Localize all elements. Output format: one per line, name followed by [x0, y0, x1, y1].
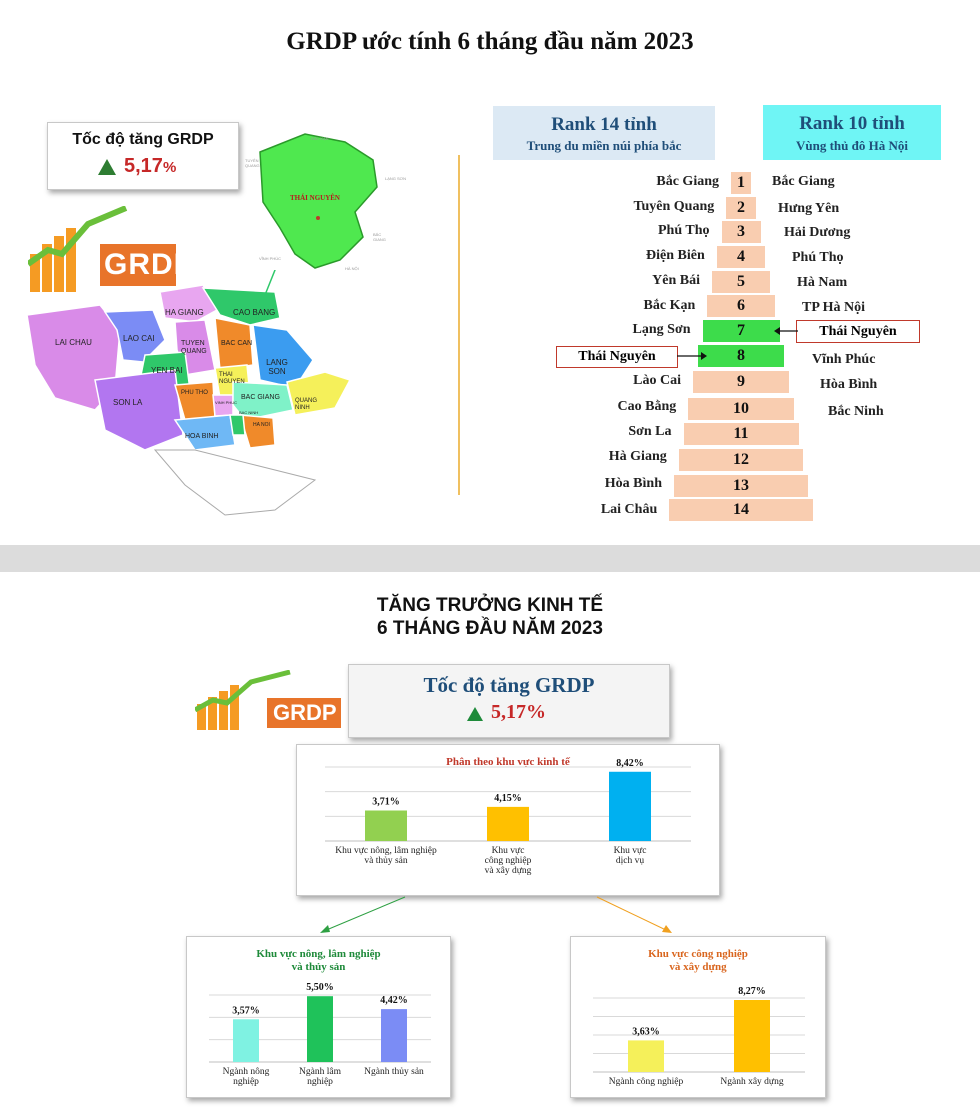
- category-label: Ngành lâm: [299, 1067, 341, 1077]
- map-label-lao-cai: LAO CAI: [123, 334, 155, 343]
- category-label: Ngành thủy sản: [364, 1067, 424, 1077]
- right-province-name: Hưng Yên: [778, 201, 840, 216]
- rank-step: 14: [669, 499, 813, 521]
- grdp-logo-2-text: GRDP: [273, 700, 337, 725]
- map-label-bac-can: BAC CAN: [221, 340, 253, 347]
- growth-rate-value: 5,17%: [124, 155, 177, 177]
- growth-rate-label-2: Tốc độ tăng GRDP: [423, 673, 595, 697]
- category-label: Ngành công nghiệp: [608, 1077, 684, 1087]
- connector-green: [324, 897, 405, 931]
- category-label: và xây dựng: [484, 866, 532, 876]
- map-label-quang-ninh: QUANG NINH: [295, 398, 318, 411]
- rank-step: 5: [712, 271, 770, 293]
- rank-right-subtitle: Vùng thủ đô Hà Nội: [796, 138, 908, 153]
- chart-title: và thủy sản: [291, 961, 346, 973]
- map-label-lai-chau: LAI CHAU: [55, 338, 92, 347]
- inset-neighbor-lang-son: LẠNG SƠN: [385, 176, 406, 181]
- inset-neighbor-bac-kan: BẮC KẠN: [311, 136, 329, 141]
- rank-step: 12: [679, 449, 804, 471]
- rank-step: 13: [674, 475, 808, 497]
- thai-nguyen-right-marker: Thái Nguyên: [796, 320, 920, 343]
- right-province-name: Hà Nam: [797, 275, 848, 290]
- data-label: 3,63%: [632, 1026, 660, 1038]
- rank-step: 4: [717, 246, 766, 268]
- rank-right-title: Rank 10 tỉnh: [799, 113, 905, 134]
- slide-economic-growth: [0, 572, 980, 1118]
- rank-left-title: Rank 14 tỉnh: [551, 114, 657, 135]
- growth-rate-box: [47, 122, 239, 190]
- right-province-name: Phú Thọ: [792, 250, 844, 265]
- category-label: Ngành nông: [222, 1067, 270, 1077]
- data-label: 3,71%: [372, 796, 400, 808]
- left-province-name: Tuyên Quang: [633, 199, 715, 214]
- map-label-ha-noi: HA NOI: [253, 422, 270, 428]
- rank-step: 2: [726, 197, 756, 219]
- left-province-name: Hà Giang: [608, 449, 667, 464]
- chart-title: và xây dựng: [669, 961, 727, 973]
- inset-neighbor-bac-giang: BẮC GIANG: [373, 232, 386, 242]
- left-province-name: Lai Châu: [600, 502, 658, 517]
- rank-left-header: [493, 106, 715, 160]
- map-label-lang-son: LANG SON: [266, 358, 288, 376]
- map-label-hoa-binh: HOA BINH: [185, 433, 219, 440]
- left-province-name: Bắc Giang: [656, 174, 719, 189]
- growth-rate-value-2: 5,17%: [491, 701, 546, 723]
- category-label: Khu vực: [613, 846, 647, 856]
- map-label-vinh-phuc: VINH PHUC: [215, 400, 238, 405]
- chart-title: Phân theo khu vực kinh tế: [446, 756, 570, 768]
- connector-arrows: [0, 572, 980, 1118]
- map-label-son-la: SON LA: [113, 398, 143, 407]
- data-label: 4,42%: [380, 995, 408, 1007]
- left-province-name: Sơn La: [628, 424, 672, 439]
- rank-step: 8: [698, 345, 785, 367]
- category-label: Khu vực: [491, 846, 525, 856]
- inset-neighbor-ha-noi: HÀ NỘI: [345, 266, 359, 271]
- map-label-ha-giang: HA GIANG: [165, 308, 204, 317]
- map-label-tuyen-quang: TUYEN QUANG: [181, 340, 207, 355]
- left-province-name: Lào Cai: [633, 373, 681, 388]
- slide-grdp-ranking: [0, 0, 980, 545]
- map-label-thai-nguyen: THAI NGUYEN: [219, 372, 245, 385]
- slide2-title-line2: 6 THÁNG ĐẦU NĂM 2023: [377, 618, 603, 639]
- inset-neighbor-vinh-phuc: VĨNH PHÚC: [259, 256, 282, 261]
- data-label: 5,50%: [306, 982, 334, 994]
- right-province-name: Hòa Bình: [820, 377, 878, 392]
- category-label: Khu vực nông, lâm nghiệp: [335, 846, 437, 856]
- thai-nguyen-left-marker: Thái Nguyên: [556, 346, 678, 368]
- rank-step: 7: [703, 320, 780, 342]
- map-label-yen-bai: YEN BAI: [151, 366, 183, 375]
- arrow-left-icon: [774, 324, 798, 338]
- rank-step: 3: [722, 221, 761, 243]
- growth-rate-label: Tốc độ tăng GRDP: [72, 131, 214, 148]
- left-province-name: Cao Bằng: [617, 399, 677, 414]
- map-label-bac-giang: BAC GIANG: [241, 394, 280, 401]
- right-province-name: Hải Dương: [784, 225, 851, 240]
- grdp-logo-text: GRDP: [104, 248, 195, 281]
- left-province-name: Phú Thọ: [658, 223, 710, 238]
- chart-title: Khu vực công nghiệp: [648, 948, 748, 960]
- right-province-name: TP Hà Nội: [802, 300, 866, 315]
- north-vietnam-map: [25, 270, 355, 520]
- right-province-name: Bắc Ninh: [828, 404, 884, 419]
- rank-right-header: [763, 105, 941, 160]
- category-label: công nghiệp: [484, 856, 532, 866]
- data-label: 3,57%: [232, 1005, 260, 1017]
- left-province-name: Yên Bái: [652, 273, 700, 288]
- category-label: Ngành xây dựng: [720, 1077, 784, 1087]
- slide1-title: GRDP ước tính 6 tháng đầu năm 2023: [286, 28, 694, 55]
- rank-step: 11: [684, 423, 799, 445]
- left-province-name: Bắc Kạn: [643, 298, 696, 313]
- category-label: dịch vụ: [615, 856, 645, 866]
- data-label: 4,15%: [494, 792, 522, 804]
- data-label: 8,42%: [616, 757, 644, 769]
- divider: [458, 155, 460, 495]
- chart-title: Khu vực nông, lâm nghiệp: [256, 948, 381, 960]
- rank-step: 9: [693, 371, 789, 393]
- left-province-name: Hòa Bình: [604, 476, 662, 491]
- right-province-name: Bắc Giang: [772, 174, 835, 189]
- category-label: nghiệp: [307, 1077, 333, 1087]
- connector-green-head: [320, 925, 330, 933]
- inset-label: THÁI NGUYÊN: [290, 194, 340, 202]
- inset-neighbor-tuyen-quang: TUYÊN QUANG: [245, 158, 260, 168]
- right-province-name: Vĩnh Phúc: [812, 352, 876, 367]
- arrow-right-icon: [677, 349, 707, 363]
- rank-step: 6: [707, 295, 775, 317]
- left-province-name: Lạng Sơn: [632, 322, 691, 337]
- data-label: 8,27%: [738, 986, 766, 998]
- left-province-name: Điện Biên: [646, 248, 705, 263]
- map-label-bac-ninh: BAC NINH: [239, 410, 259, 415]
- thai-nguyen-inset-map: [245, 132, 415, 277]
- map-label-cao-bang: CAO BANG: [233, 308, 276, 317]
- connector-orange: [597, 897, 668, 931]
- category-label: và thủy sản: [364, 856, 408, 866]
- rank-left-subtitle: Trung du miền núi phía bắc: [526, 138, 682, 153]
- rank-step: 10: [688, 398, 794, 420]
- slide2-title-line1: TĂNG TRƯỞNG KINH TẾ: [376, 595, 604, 616]
- rank-step: 1: [731, 172, 751, 194]
- up-arrow-icon: [98, 159, 116, 175]
- category-label: nghiệp: [233, 1077, 259, 1087]
- map-label-phu-tho: PHU THO: [181, 390, 208, 396]
